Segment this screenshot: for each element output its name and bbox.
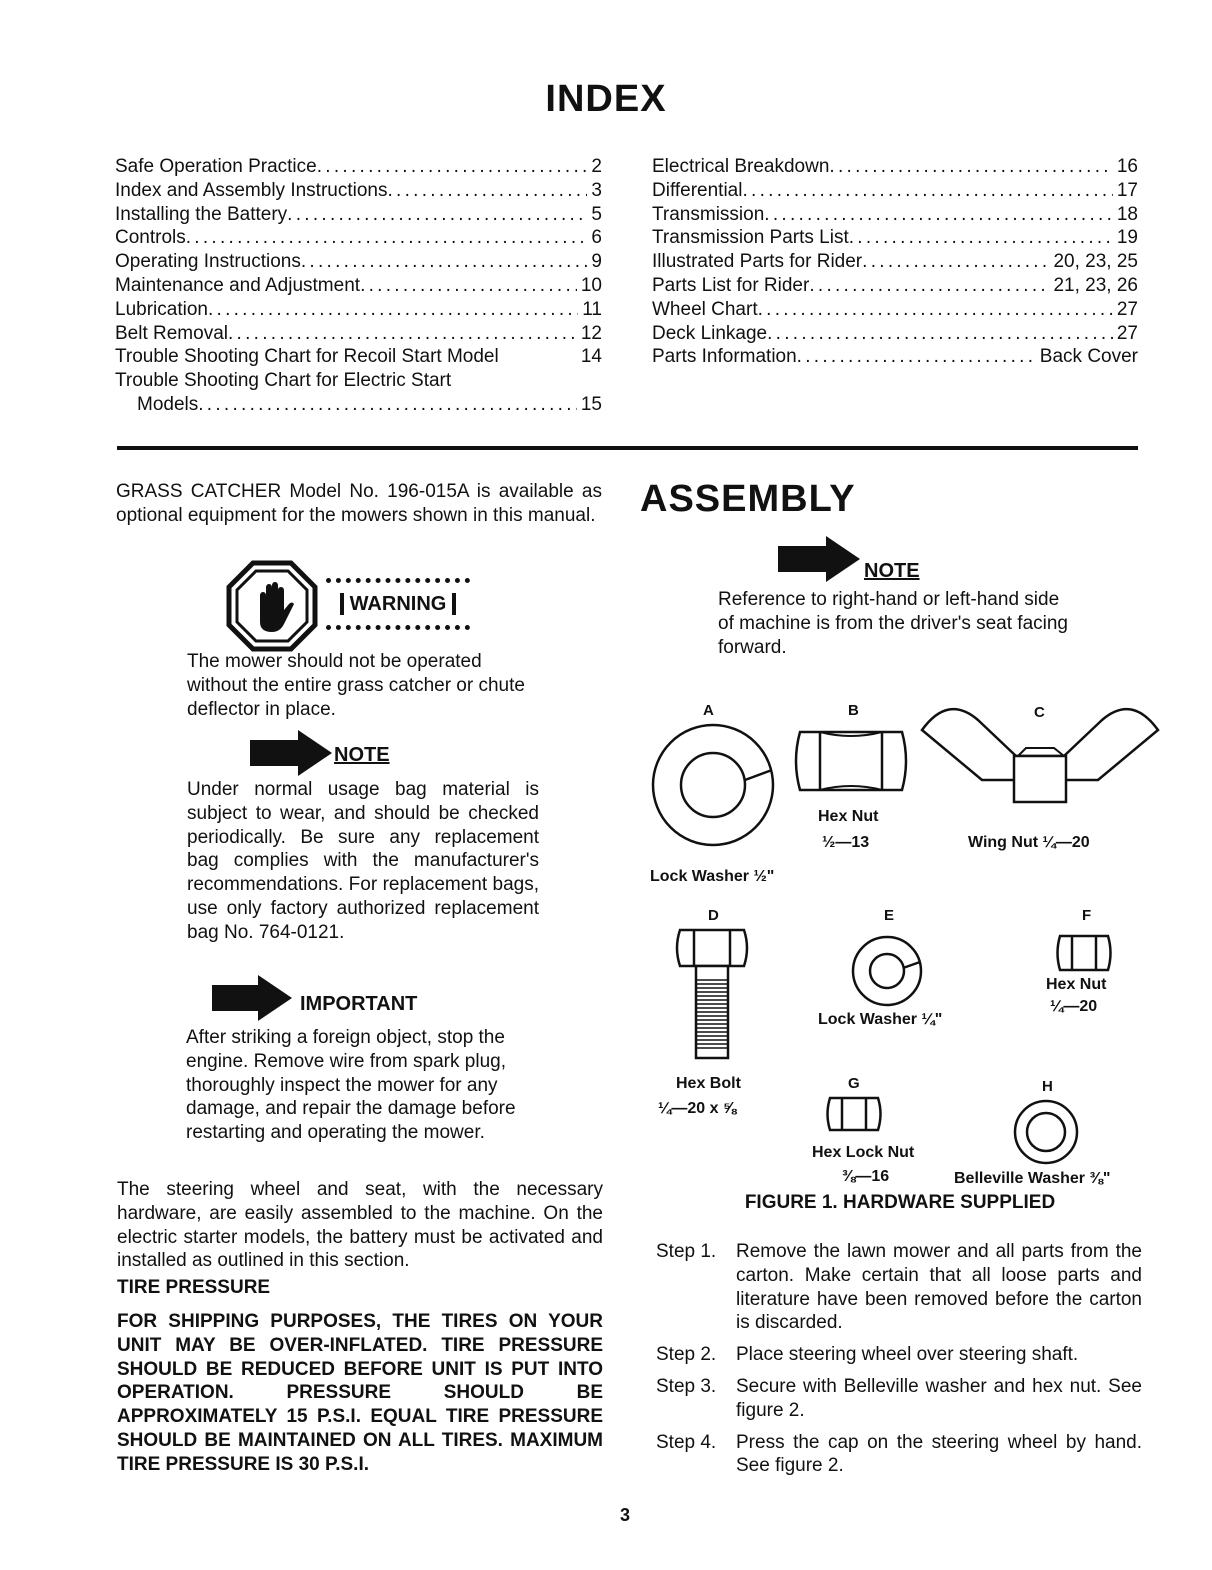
assembly-note-heading: NOTE: [864, 560, 920, 582]
toc-entry: Safe Operation Practice . . . 2: [115, 155, 602, 179]
toc-entry: Controls . . . 6: [115, 226, 602, 250]
hex-nut-large-icon: [790, 730, 912, 792]
index-left-column: [115, 155, 602, 417]
hardware-letter-b: B: [848, 702, 859, 719]
warning-text: The mower should not be operated without the entire grass catcher or chute deflector in place.: [187, 651, 525, 720]
belleville-washer-icon: [1012, 1098, 1080, 1166]
assembly-title: ASSEMBLY: [640, 478, 856, 520]
hardware-letter-g: G: [848, 1075, 860, 1092]
toc-entry: Installing the Battery . . . 5: [115, 203, 602, 227]
note-heading: NOTE: [334, 744, 390, 766]
toc-entry: Index and Assembly Instructions . . . 3: [115, 179, 602, 203]
lock-washer-large-label: Lock Washer ½": [650, 868, 775, 885]
toc-entry: Illustrated Parts for Rider . . . 20, 23, 25: [652, 250, 1138, 274]
lock-washer-small-label: Lock Washer ¼": [818, 1011, 943, 1028]
stop-hand-icon: [226, 560, 318, 652]
hex-bolt-label: Hex Bolt: [676, 1075, 741, 1092]
step-item: Step 2. Place steering wheel over steering shaft.: [656, 1344, 1079, 1366]
toc-entry: Transmission . . . 18: [652, 203, 1138, 227]
step-item: Step 4. Press the cap on the steering wheel by hand. See figure 2.: [656, 1431, 1142, 1477]
hex-nut-size: ½—13: [822, 834, 870, 851]
warning-label: WARNING: [340, 593, 457, 615]
arrow-right-icon: [212, 975, 292, 1021]
hex-nut-small-icon: [1054, 934, 1114, 972]
hex-lock-nut-size: ⅜—16: [842, 1168, 890, 1185]
toc-entry: Electrical Breakdown . . . 16: [652, 155, 1138, 179]
hex-lock-nut-label: Hex Lock Nut: [812, 1144, 915, 1161]
toc-entry: Transmission Parts List . . . 19: [652, 226, 1138, 250]
important-text: After striking a foreign object, stop the engine. Remove wire from spark plug, thoroughly inspect the mower for any damage, and repair the damage before restarting and operating the mower.: [186, 1027, 516, 1144]
hex-lock-nut-icon: [824, 1096, 884, 1132]
hex-nut-label: Hex Nut: [818, 808, 879, 825]
steering-paragraph: The steering wheel and seat, with the necessary hardware, are easily assembled to the machine. On the electric starter models, the battery must be activated and installed as outlined in this section.: [117, 1179, 603, 1272]
step-item: Step 1. Remove the lawn mower and all parts from the carton. Make certain that all loose parts and literature have been removed before the carton is discarded.: [656, 1241, 1142, 1334]
assembly-steps: [656, 1240, 1142, 1486]
toc-entry: Parts List for Rider . . . 21, 23, 26: [652, 274, 1138, 298]
note-text: Under normal usage bag material is subject to wear, and should be checked periodically. Be sure any replacement bag complies with the manufacturer's recommendations. For replacement bags, use only factory authorized replacement bag No. 764-0121.: [187, 779, 539, 943]
lock-washer-large-icon: [650, 722, 776, 848]
toc-entry: Wheel Chart . . . 27: [652, 298, 1138, 322]
wing-nut-label: Wing Nut ¼—20: [968, 834, 1090, 851]
page-number: 3: [619, 1505, 630, 1525]
index-right-column: [652, 155, 1138, 369]
hardware-letter-c: C: [1034, 704, 1045, 721]
tire-pressure-heading: TIRE PRESSURE: [117, 1277, 271, 1298]
index-title: INDEX: [545, 78, 667, 120]
arrow-right-icon: [778, 536, 860, 582]
warning-banner: [326, 578, 470, 630]
toc-entry: Lubrication . . . 11: [115, 298, 602, 322]
toc-entry: Maintenance and Adjustment . . . 10: [115, 274, 602, 298]
toc-entry: Operating Instructions . . . 9: [115, 250, 602, 274]
hardware-letter-f: F: [1082, 907, 1092, 924]
hardware-letter-a: A: [703, 702, 714, 719]
toc-entry: Trouble Shooting Chart for Electric Start: [115, 370, 452, 392]
toc-entry: Parts Information . . . Back Cover: [652, 345, 1138, 369]
tire-pressure-text: FOR SHIPPING PURPOSES, THE TIRES ON YOUR UNIT MAY BE OVER-INFLATED. TIRE PRESSURE SHOULD BE REDUCED BEFORE UNIT IS PUT INTO OPERATION. PRESSURE SHOULD BE APPROXIMATELY 15 P.S.I. EQUAL TIRE PRESSURE SHOULD BE MAINTAINED ON ALL TIRES. MAXIMUM TIRE PRESSURE IS 30 P.S.I.: [117, 1311, 603, 1475]
hex-bolt-icon: [672, 928, 752, 1062]
step-item: Step 3. Secure with Belleville washer and hex nut. See figure 2.: [656, 1375, 1142, 1421]
grass-catcher-paragraph: GRASS CATCHER Model No. 196-015A is available as optional equipment for the mowers shown in this manual.: [116, 481, 602, 526]
section-divider: [117, 446, 1138, 450]
arrow-right-icon: [250, 730, 332, 776]
hex-nut-small-size: ¼—20: [1050, 998, 1098, 1015]
important-heading: IMPORTANT: [300, 993, 418, 1015]
toc-entry: Models . . . 15: [115, 393, 602, 417]
toc-entry: Trouble Shooting Chart for Recoil Start Model 14: [115, 346, 602, 368]
toc-entry: Belt Removal . . . 12: [115, 322, 602, 346]
hardware-letter-h: H: [1042, 1078, 1053, 1095]
hex-nut-small-label: Hex Nut: [1046, 976, 1107, 993]
assembly-note-text: Reference to right-hand or left-hand side of machine is from the driver's seat facing forward.: [718, 589, 1068, 658]
wing-nut-icon: [918, 700, 1162, 808]
hex-bolt-size: ¼—20 x ⅝: [658, 1100, 737, 1117]
hardware-letter-e: E: [884, 907, 895, 924]
belleville-washer-label: Belleville Washer ⅜": [954, 1170, 1111, 1187]
toc-entry: Differential . . . 17: [652, 179, 1138, 203]
toc-entry: Deck Linkage . . . 27: [652, 322, 1138, 346]
hardware-letter-d: D: [708, 907, 719, 924]
lock-washer-small-icon: [850, 934, 924, 1008]
figure-caption: FIGURE 1. HARDWARE SUPPLIED: [744, 1192, 1056, 1213]
